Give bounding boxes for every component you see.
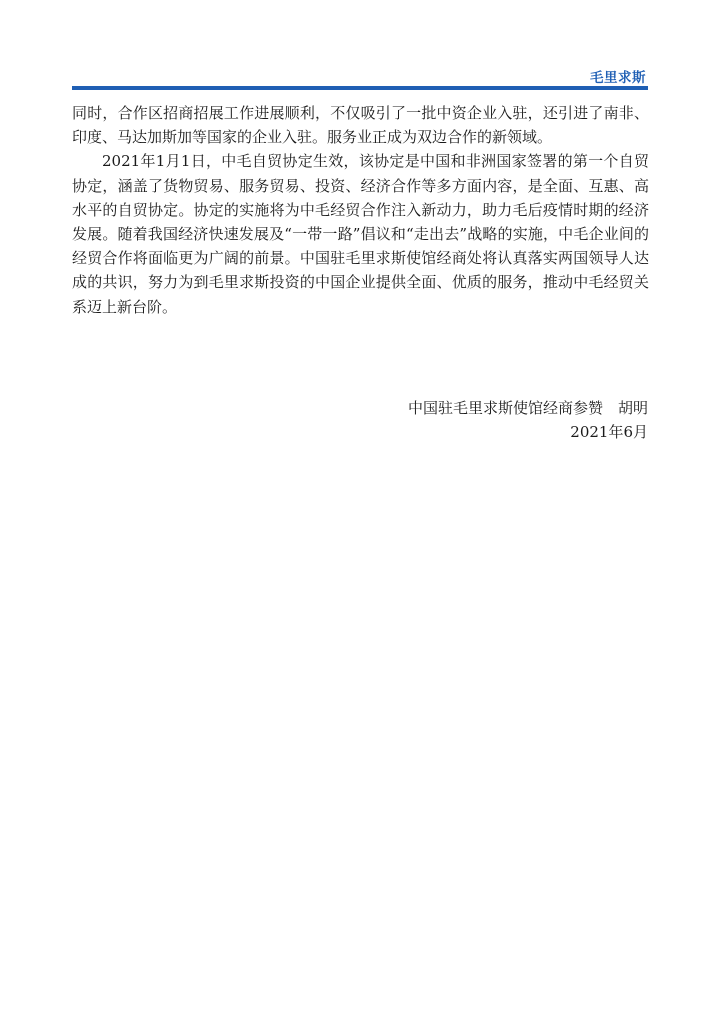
signature-date: 2021年6月 — [570, 423, 648, 442]
signature-block — [408, 396, 648, 444]
running-header — [72, 62, 648, 90]
header-rule — [72, 86, 648, 90]
paragraph-fta: 2021年1月1日，中毛自贸协定生效，该协定是中国和非洲国家签署的第一个自贸协定，涵盖了货物贸易、服务贸易、投资、经济合作等多方面内容，是全面、互惠、高水平的自贸协定。协定的实施将为中毛经贸合作注入新动力，助力毛后疫情时期的经济发展。随着我国经济快速发展及“一带一路”倡议和“走出去”战略的实施，中毛企业间的经贸合作将面临更为广阔的前景。中国驻毛里求斯使馆经商处将认真落实两国领导人达成的共识，努力为到毛里求斯投资的中国企业提供全面、优质的服务，推动中毛经贸关系迈上新台阶。 — [72, 152, 649, 316]
signature-author: 中国驻毛里求斯使馆经商参赞 胡明 — [407, 399, 648, 417]
body-text — [72, 101, 649, 319]
section-title: 毛里求斯 — [590, 70, 646, 86]
paragraph-continuation: 同时，合作区招商招展工作进展顺利，不仅吸引了一批中资企业入驻，还引进了南非、印度、马达加斯加等国家的企业入驻。服务业正成为双边合作的新领域。 — [72, 104, 649, 147]
